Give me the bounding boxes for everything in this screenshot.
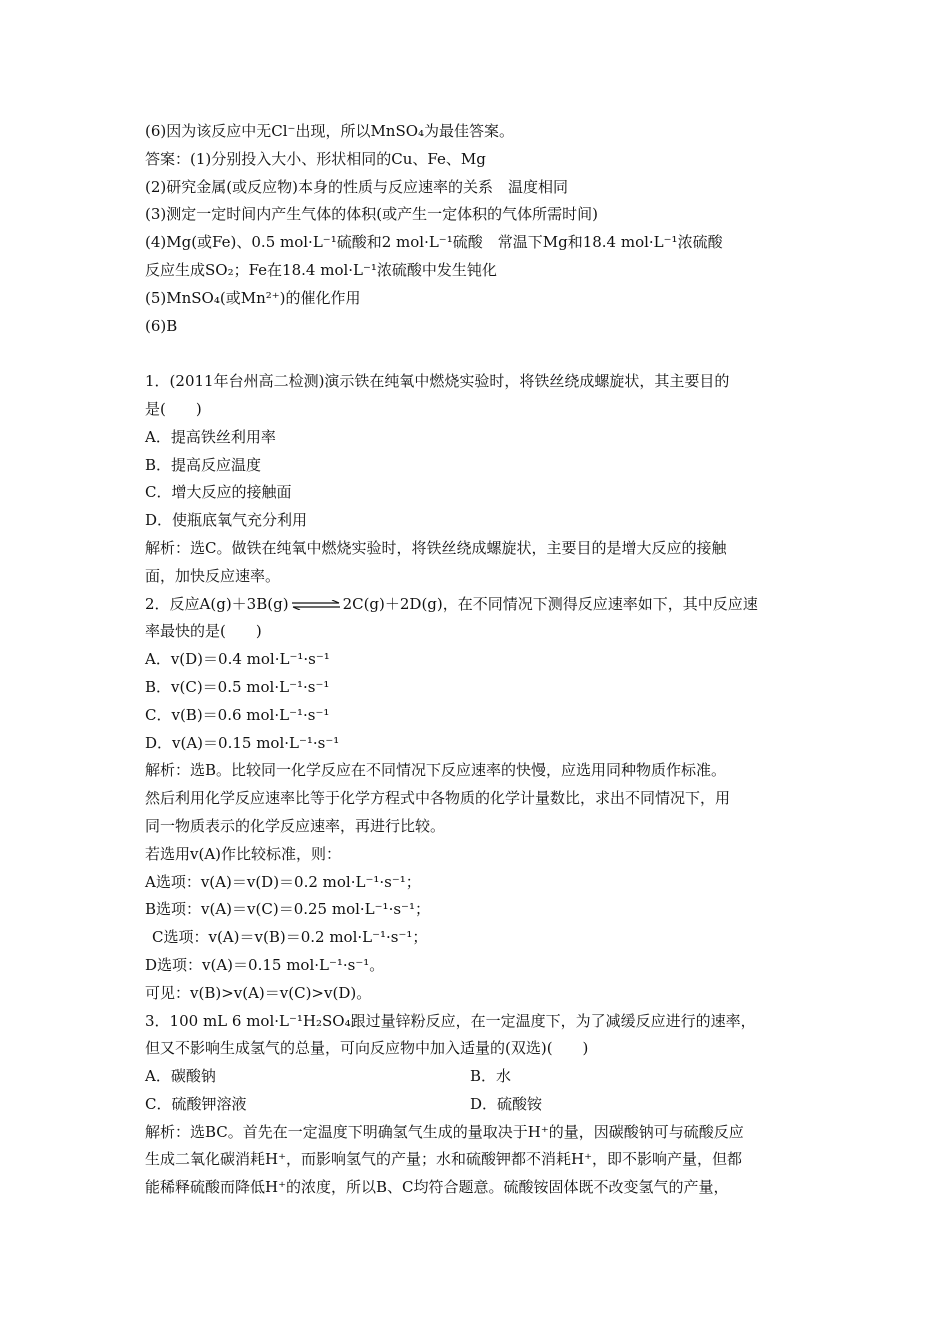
- q1-option-b: B．提高反应温度: [145, 455, 262, 474]
- reversible-arrow-icon: [291, 600, 341, 610]
- q1-analysis-line-1: 解析：选C。做铁在纯氧中燃烧实验时，将铁丝绕成螺旋状，主要目的是增大反应的接触: [145, 538, 727, 557]
- q2-analysis-line-1: 解析：选B。比较同一化学反应在不同情况下反应速率的快慢，应选用同种物质作标准。: [145, 761, 727, 780]
- section-gap: [145, 340, 815, 368]
- q1-option-c: C．增大反应的接触面: [145, 483, 292, 502]
- q2-analysis-line-3: 同一物质表示的化学反应速率，再进行比较。: [145, 816, 446, 835]
- q3-analysis-line-2: 生成二氧化碳消耗H⁺，而影响氢气的产量；水和硫酸钾都不消耗H⁺，即不影响产量，但都: [145, 1150, 743, 1169]
- q2-option-d: D．v(A)＝0.15 mol·L⁻¹·s⁻¹: [145, 733, 340, 752]
- q2-option-a: A．v(D)＝0.4 mol·L⁻¹·s⁻¹: [145, 650, 330, 669]
- answer-line-5: (5)MnSO₄(或Mn²⁺)的催化作用: [145, 288, 361, 307]
- answer-line-4a: (4)Mg(或Fe)、0.5 mol·L⁻¹硫酸和2 mol·L⁻¹硫酸 常温下Mg和18.4 mol·L⁻¹浓硫酸: [145, 233, 723, 252]
- document-body: [145, 118, 815, 1202]
- q2-choose-standard: 若选用v(A)作比较标准，则：: [145, 844, 342, 863]
- q2-option-c: C．v(B)＝0.6 mol·L⁻¹·s⁻¹: [145, 705, 330, 724]
- answer-title-line: 答案：(1)分别投入大小、形状相同的Cu、Fe、Mg: [145, 149, 486, 168]
- q2-calc-d: D选项：v(A)＝0.15 mol·L⁻¹·s⁻¹。: [145, 955, 385, 974]
- q3-option-c: C．硫酸钾溶液: [145, 1094, 247, 1113]
- q2-conclusion: 可见：v(B)>v(A)＝v(C)>v(D)。: [145, 983, 372, 1002]
- q2-stem-pre: 2．反应A(g)＋3B(g): [145, 594, 289, 613]
- q2-stem-line-2: 率最快的是( ): [145, 622, 262, 641]
- q2-calc-b: B选项：v(A)＝v(C)＝0.25 mol·L⁻¹·s⁻¹；: [145, 900, 430, 919]
- q2-option-b: B．v(C)＝0.5 mol·L⁻¹·s⁻¹: [145, 677, 330, 696]
- q2-calc-c: C选项：v(A)＝v(B)＝0.2 mol·L⁻¹·s⁻¹；: [152, 928, 428, 947]
- q3-stem-line-2: 但又不影响生成氢气的总量，可向反应物中加入适量的(双选)( ): [145, 1039, 589, 1058]
- q2-calc-a: A选项：v(A)＝v(D)＝0.2 mol·L⁻¹·s⁻¹；: [145, 872, 421, 891]
- answer-line-3: (3)测定一定时间内产生气体的体积(或产生一定体积的气体所需时间): [145, 205, 598, 224]
- q2-analysis-line-2: 然后利用化学反应速率比等于化学方程式中各物质的化学计量数比，求出不同情况下，用: [145, 789, 731, 808]
- q2-stem-post: 2C(g)＋2D(g)，在不同情况下测得反应速率如下，其中反应速: [342, 594, 758, 613]
- q1-stem-line-2: 是( ): [145, 399, 202, 418]
- answer-line-2: (2)研究金属(或反应物)本身的性质与反应速率的关系 温度相同: [145, 177, 568, 196]
- q1-stem-line-1: 1．(2011年台州高二检测)演示铁在纯氧中燃烧实验时，将铁丝绕成螺旋状，其主要目的: [145, 372, 730, 391]
- answer-line-6: (6)B: [145, 316, 178, 335]
- q3-option-a: A．碳酸钠: [145, 1067, 216, 1086]
- answer-line-4b: 反应生成SO₂；Fe在18.4 mol·L⁻¹浓硫酸中发生钝化: [145, 260, 497, 279]
- q3-options-row-2: [145, 1091, 815, 1119]
- answer-line-6-explanation: (6)因为该反应中无Cl⁻出现，所以MnSO₄为最佳答案。: [145, 122, 515, 140]
- q2-stem-line-1: [145, 591, 815, 619]
- q3-option-b: B．水: [470, 1067, 512, 1086]
- q3-option-d: D．硫酸铵: [470, 1094, 543, 1113]
- q3-analysis-line-1: 解析：选BC。首先在一定温度下明确氢气生成的量取决于H⁺的量，因碳酸钠可与硫酸反应: [145, 1122, 744, 1141]
- q1-option-d: D．使瓶底氧气充分利用: [145, 511, 308, 530]
- q1-option-a: A．提高铁丝利用率: [145, 427, 276, 446]
- q1-analysis-line-2: 面，加快反应速率。: [145, 566, 281, 585]
- q3-analysis-line-3: 能稀释硫酸而降低H⁺的浓度，所以B、C均符合题意。硫酸铵固体既不改变氢气的产量，: [145, 1178, 729, 1197]
- q3-stem-line-1: 3．100 mL 6 mol·L⁻¹H₂SO₄跟过量锌粉反应，在一定温度下，为了减缓反应进行的速率，: [145, 1011, 756, 1030]
- q3-options-row-1: [145, 1063, 815, 1091]
